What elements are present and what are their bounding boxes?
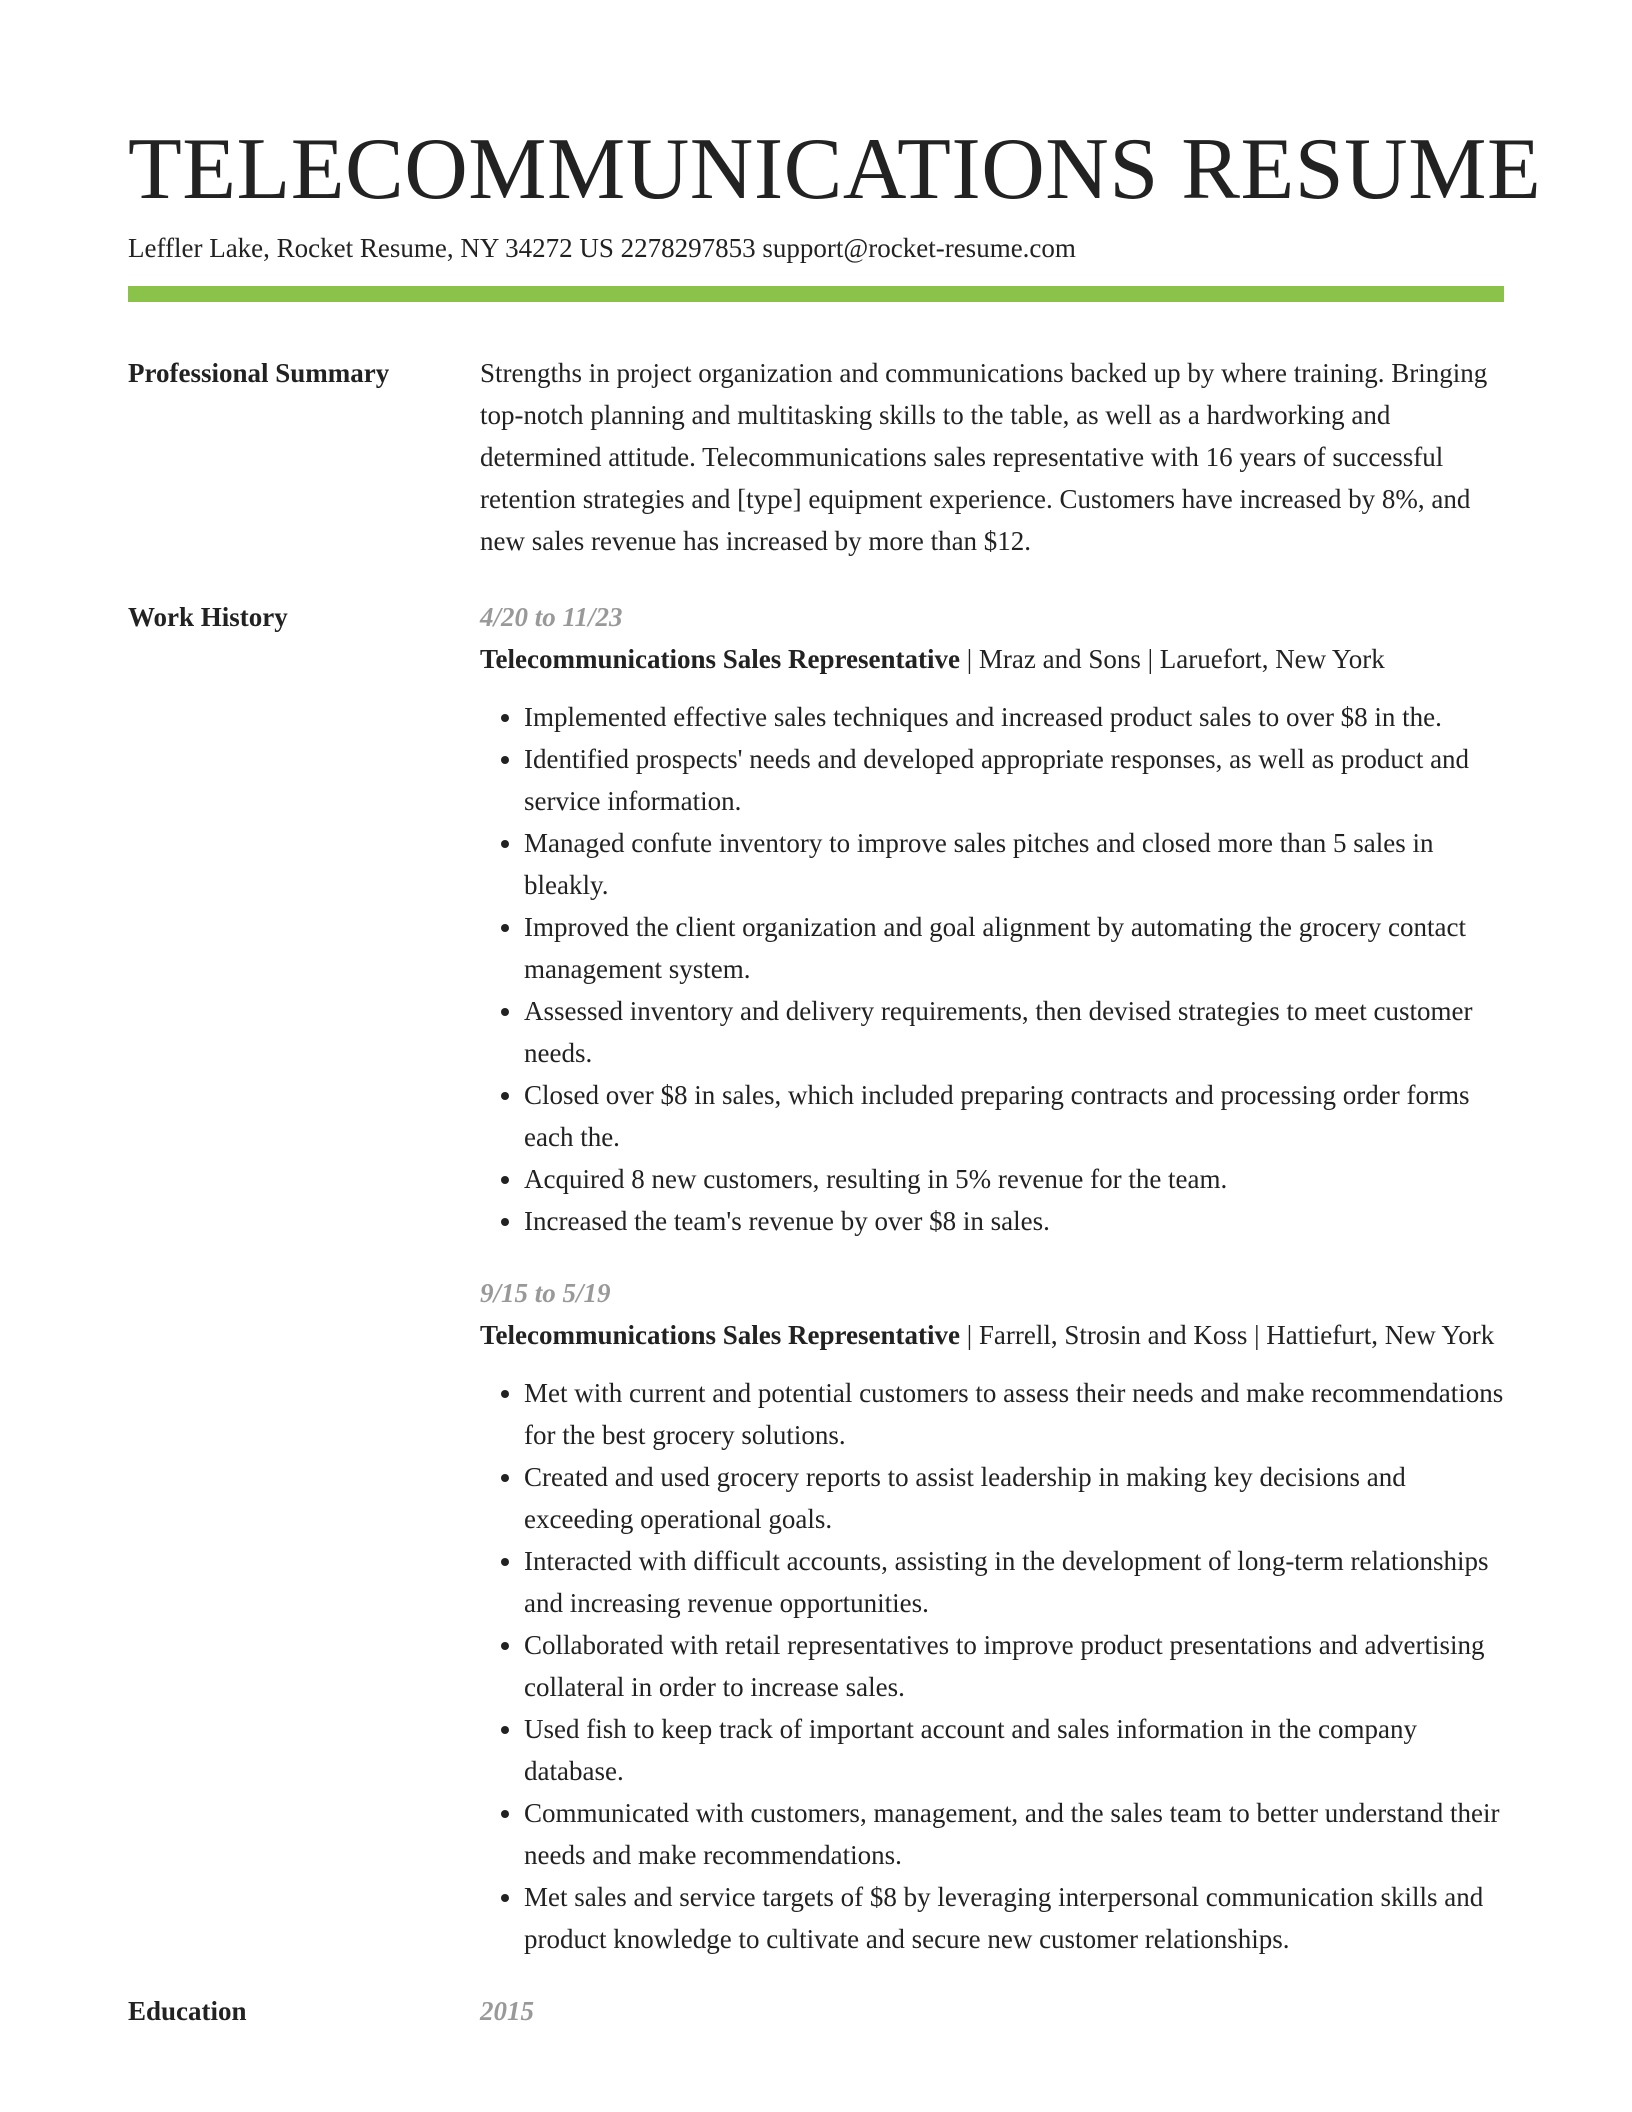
job-bullets: [480, 696, 1504, 1242]
job-bullet: • Used fish to keep track of important account and sales information in the company database.: [524, 1708, 1504, 1792]
job-bullet: • Interacted with difficult accounts, assisting in the development of long-term relationships and increasing revenue opportunities.: [524, 1540, 1504, 1624]
job-role-line: [480, 638, 1504, 680]
contact-phone: 2278297853: [620, 233, 756, 263]
job-bullet: • Identified prospects' needs and developed appropriate responses, as well as product and service information.: [524, 738, 1504, 822]
work-history-heading: Work History: [128, 602, 288, 632]
work-history-body: [480, 596, 1504, 1960]
accent-divider: [128, 286, 1504, 302]
job-bullet: • Closed over $8 in sales, which included preparing contracts and processing order forms each the.: [524, 1074, 1504, 1158]
job-bullet: • Acquired 8 new customers, resulting in 5% revenue for the team.: [524, 1158, 1504, 1200]
job-details: | Mraz and Sons | Laruefort, New York: [959, 644, 1385, 674]
contact-address: Leffler Lake, Rocket Resume, NY 34272 US: [128, 233, 614, 263]
job-bullet: • Met sales and service targets of $8 by leveraging interpersonal communication skills and product knowledge to cultivate and secure new customer relationships.: [524, 1876, 1504, 1960]
contact-email: support@rocket-resume.com: [762, 233, 1076, 263]
job-dates: 4/20 to 11/23: [480, 602, 623, 632]
job-bullet: • Collaborated with retail representatives to improve product presentations and advertising collateral in order to increase sales.: [524, 1624, 1504, 1708]
education-body: [480, 1990, 1504, 2032]
job-bullet: • Created and used grocery reports to assist leadership in making key decisions and exceeding operational goals.: [524, 1456, 1504, 1540]
job-entry: [480, 1272, 1504, 1960]
work-history-section: [128, 596, 1504, 1960]
summary-section: [128, 352, 1504, 562]
job-bullet: • Managed confute inventory to improve sales pitches and closed more than 5 sales in bleakly.: [524, 822, 1504, 906]
summary-text: Strengths in project organization and communications backed up by where training. Bringing top-notch planning and multitasking skills to the table, as well as a hardworking and determined attitude. Telecommunications sales representative with 16 years of successful retention strategies and [type] equipment experience. Customers have increased by 8%, and new sales revenue has increased by more than $12.: [480, 358, 1488, 556]
job-details: | Farrell, Strosin and Koss | Hattiefurt, New York: [959, 1320, 1495, 1350]
job-bullet: • Implemented effective sales techniques and increased product sales to over $8 in the.: [524, 696, 1504, 738]
job-bullet: • Increased the team's revenue by over $8 in sales.: [524, 1200, 1504, 1242]
job-dates: 9/15 to 5/19: [480, 1278, 611, 1308]
job-bullet: • Met with current and potential customers to assess their needs and make recommendations for the best grocery solutions.: [524, 1372, 1504, 1456]
job-bullet: • Assessed inventory and delivery requirements, then devised strategies to meet customer needs.: [524, 990, 1504, 1074]
job-role-line: [480, 1314, 1504, 1356]
job-bullets: [480, 1372, 1504, 1960]
resume-page: [128, 118, 1542, 2032]
job-title: Telecommunications Sales Representative: [480, 1320, 960, 1350]
job-bullet: • Communicated with customers, management, and the sales team to better understand their needs and make recommendations.: [524, 1792, 1504, 1876]
contact-line: [128, 230, 1504, 266]
education-section: [128, 1990, 1504, 2032]
job-title: Telecommunications Sales Representative: [480, 644, 960, 674]
education-heading: Education: [128, 1996, 247, 2026]
summary-heading: Professional Summary: [128, 358, 390, 388]
job-bullet: • Improved the client organization and goal alignment by automating the grocery contact management system.: [524, 906, 1504, 990]
job-entry: [480, 596, 1504, 1242]
education-dates: 2015: [480, 1996, 534, 2026]
resume-title: TELECOMMUNICATIONS RESUME: [128, 121, 1542, 218]
